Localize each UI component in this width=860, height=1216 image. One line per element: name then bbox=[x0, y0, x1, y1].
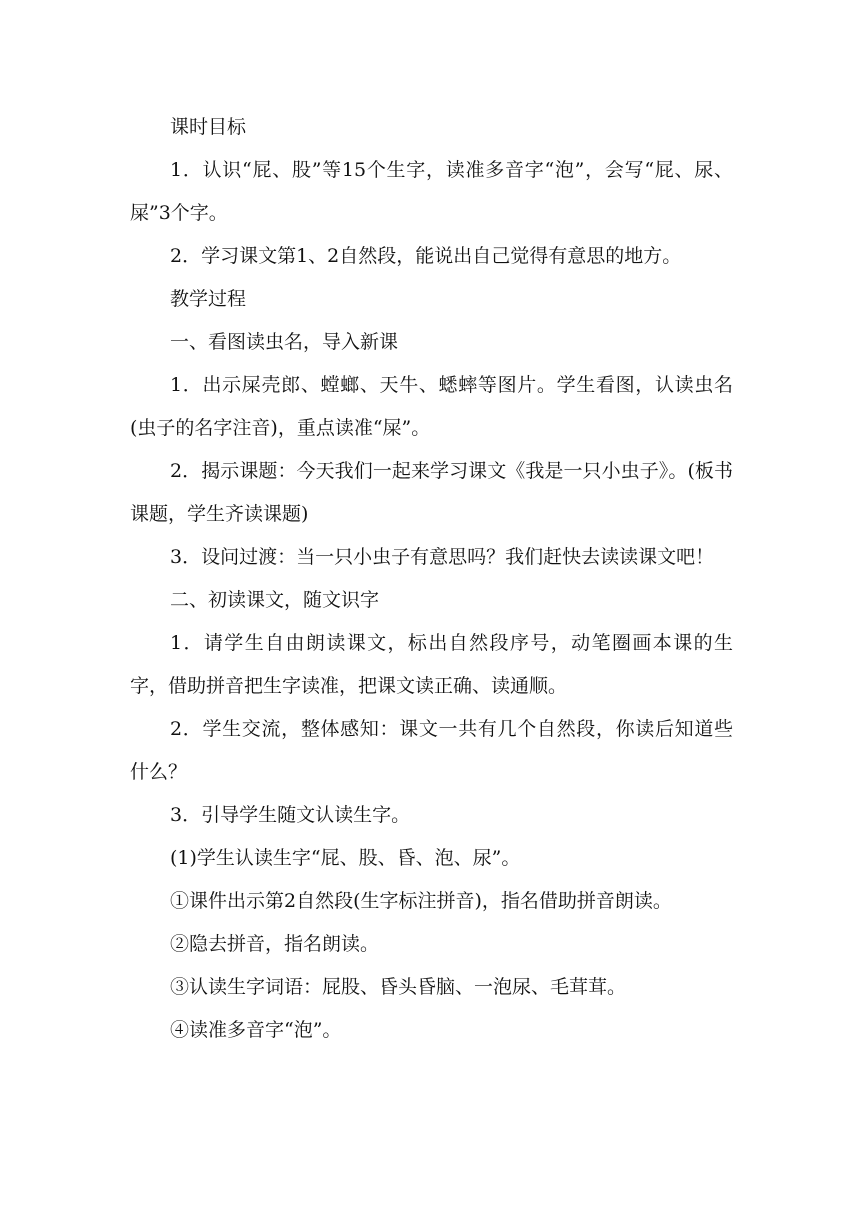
step-2-2: 2．学生交流，整体感知：课文一共有几个自然段，你读后知道些什么？ bbox=[130, 718, 733, 783]
document-body bbox=[130, 106, 733, 1052]
section-heading-teaching-process: 教学过程 bbox=[170, 288, 247, 310]
step-1-2: 2．揭示课题：今天我们一起来学习课文《我是一只小虫子》。(板书课题，学生齐读课题) bbox=[130, 460, 733, 525]
step-2-1: 1．请学生自由朗读课文，标出自然段序号，动笔圈画本课的生字，借助拼音把生字读准，把课文读正确、读通顺。 bbox=[130, 632, 733, 697]
step-2-3: 3．引导学生随文认读生字。 bbox=[170, 804, 411, 826]
step-1-3: 3．设问过渡：当一只小虫子有意思吗？我们赶快去读读课文吧！ bbox=[170, 546, 715, 568]
section-heading-lesson-goals: 课时目标 bbox=[170, 116, 247, 138]
goal-item-1: 1．认识“屁、股”等15个生字，读准多音字“泡”，会写“屁、尿、屎”3个字。 bbox=[130, 159, 733, 224]
subsection-heading-2: 二、初读课文，随文识字 bbox=[170, 589, 380, 611]
subsection-heading-1: 一、看图读虫名，导入新课 bbox=[170, 331, 399, 353]
goal-item-2: 2．学习课文第1、2自然段，能说出自己觉得有意思的地方。 bbox=[170, 245, 682, 267]
step-2-3-sub-1-d: ④读准多音字“泡”。 bbox=[170, 1019, 342, 1041]
step-2-3-sub-1-c: ③认读生字词语：屁股、昏头昏脑、一泡尿、毛茸茸。 bbox=[170, 976, 627, 998]
step-1-1: 1．出示屎壳郎、螳螂、天牛、蟋蟀等图片。学生看图，认读虫名(虫子的名字注音)，重点读准“屎”。 bbox=[130, 374, 733, 439]
step-2-3-sub-1-a: ①课件出示第2自然段(生字标注拼音)，指名借助拼音朗读。 bbox=[170, 890, 672, 912]
step-2-3-sub-1: (1)学生认读生字“屁、股、昏、泡、尿”。 bbox=[170, 847, 521, 869]
step-2-3-sub-1-b: ②隐去拼音，指名朗读。 bbox=[170, 933, 380, 955]
